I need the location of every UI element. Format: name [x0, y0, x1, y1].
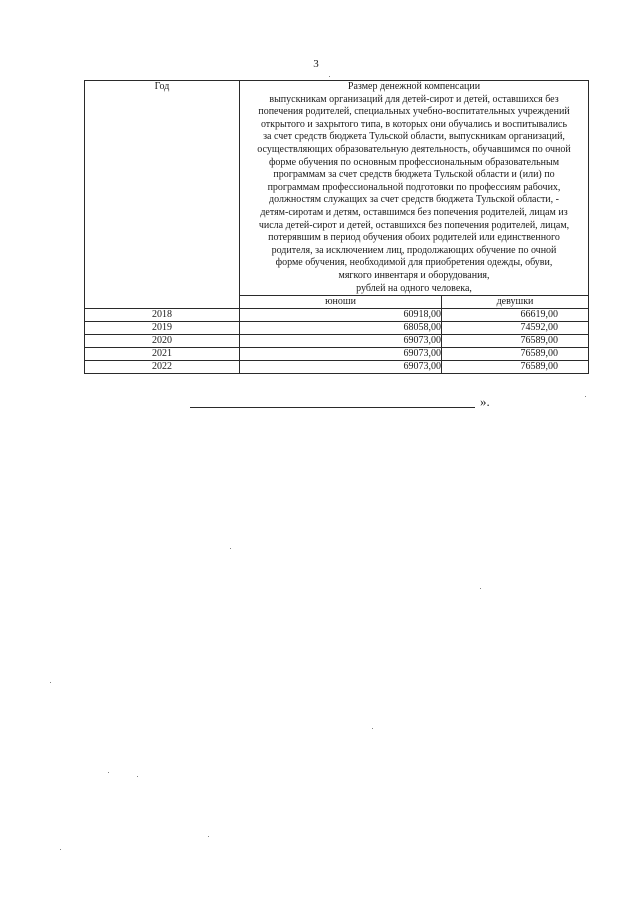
- header-line: Размер денежной компенсации: [347, 81, 481, 92]
- year-cell: 2018: [85, 309, 240, 322]
- girls-value-cell: 74592,00: [442, 322, 589, 335]
- year-cell: 2021: [85, 348, 240, 361]
- girls-value-cell: 66619,00: [442, 309, 589, 322]
- boys-value-cell: 69073,00: [240, 361, 442, 374]
- closing-rule: [190, 407, 475, 408]
- year-cell: 2022: [85, 361, 240, 374]
- table-row: [85, 322, 589, 335]
- header-line: потерявшим в период обучения обоих родителей или единственного: [268, 232, 560, 244]
- scan-speck: [208, 836, 209, 837]
- header-line: осуществляющих образовательную деятельность, обучавшимся по очной: [257, 143, 571, 155]
- scan-speck: [372, 728, 373, 729]
- boys-value-cell: 60918,00: [240, 309, 442, 322]
- header-line: детям-сиротам и детям, оставшимся без попечения родителей, лицам из: [260, 206, 568, 218]
- closing-signature-line: [190, 396, 530, 410]
- table-row: [85, 361, 589, 374]
- year-cell: 2020: [85, 335, 240, 348]
- girls-column-header: девушки: [442, 296, 589, 309]
- boys-column-header: юноши: [240, 296, 442, 309]
- boys-value-cell: 69073,00: [240, 348, 442, 361]
- header-line: мягкого инвентаря и оборудования,: [338, 269, 490, 281]
- table-row: [85, 309, 589, 322]
- boys-value-cell: 68058,00: [240, 322, 442, 335]
- header-line: выпускникам организаций для детей-сирот и детей, оставшихся без: [269, 93, 559, 105]
- header-line: рублей на одного человека,: [356, 282, 472, 294]
- scan-speck: [585, 396, 586, 397]
- girls-value-cell: 76589,00: [442, 335, 589, 348]
- year-column-header: Год: [85, 81, 240, 309]
- closing-quote-mark: ».: [480, 394, 490, 409]
- scan-speck: [50, 682, 51, 683]
- header-line: должностям служащих за счет средств бюджета Тульской области, -: [269, 194, 559, 206]
- compensation-table: [84, 80, 589, 374]
- table-header-row: [85, 81, 589, 296]
- header-line: открытого и захрытого типа, в которых они обучались и воспитывались: [260, 118, 568, 130]
- header-line: за счет средств бюджета Тульской области, выпускникам организаций,: [263, 131, 565, 143]
- table-row: [85, 348, 589, 361]
- year-cell: 2019: [85, 322, 240, 335]
- scan-speck: [230, 548, 231, 549]
- girls-value-cell: 76589,00: [442, 361, 589, 374]
- scan-speck: [329, 76, 330, 77]
- scan-speck: [108, 772, 109, 773]
- header-line: попечения родителей, специальных учебно-воспитательных учреждений: [258, 106, 570, 118]
- header-line: форме обучения по основным профессиональным образовательным: [268, 156, 560, 168]
- header-line: программам за счет средств бюджета Тульской области и (или) по: [273, 169, 555, 181]
- compensation-column-header: [240, 81, 589, 296]
- scan-speck: [480, 588, 481, 589]
- page-number: 3: [313, 58, 319, 70]
- girls-value-cell: 76589,00: [442, 348, 589, 361]
- scan-speck: [137, 776, 138, 777]
- header-line: программам профессиональной подготовки по профессиям рабочих,: [267, 181, 561, 193]
- header-line: родителя, за исключением лиц, продолжающих обучение по очной: [271, 244, 557, 256]
- header-line: форме обучения, необходимой для приобретения одежды, обуви,: [275, 257, 553, 269]
- header-line: числа детей-сирот и детей, оставшихся без попечения родителей, лицам,: [258, 219, 570, 231]
- scan-speck: [60, 849, 61, 850]
- boys-value-cell: 69073,00: [240, 335, 442, 348]
- table-row: [85, 335, 589, 348]
